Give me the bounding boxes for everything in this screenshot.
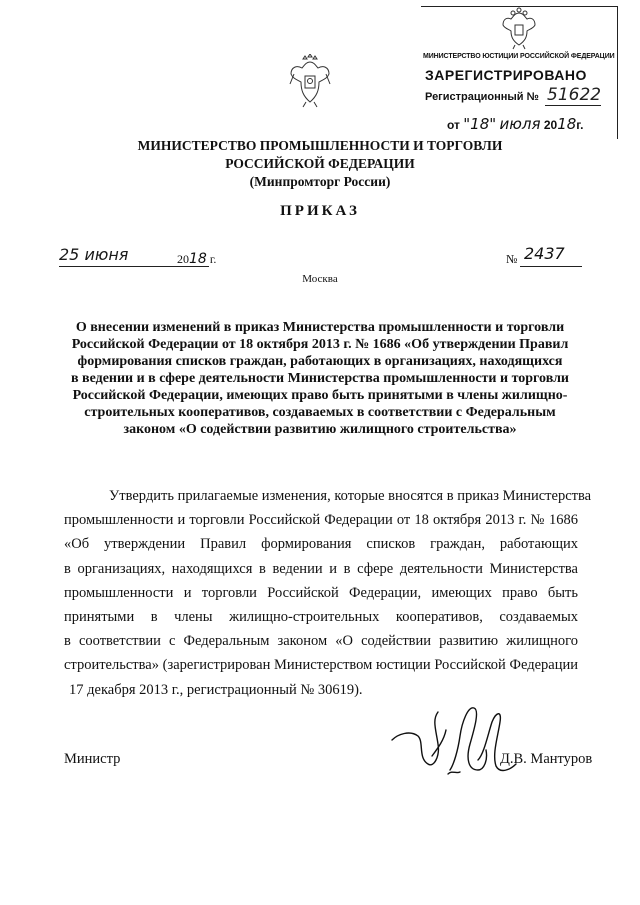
stamp-number-underline bbox=[545, 105, 601, 106]
subject-line: формирования списков граждан, работающих в организациях, находящихся bbox=[77, 354, 563, 369]
city: Москва bbox=[302, 273, 338, 285]
order-date-year-tail: г. bbox=[209, 252, 217, 266]
order-subject bbox=[64, 319, 576, 438]
stamp-date-prefix: от bbox=[447, 118, 460, 132]
stamp-registration-number: 51622 bbox=[547, 85, 602, 105]
subject-line: Российской Федерации от 18 октября 2013 г. № 1686 «Об утверждении Правил bbox=[71, 337, 569, 352]
ministry-name-line1: МИНИСТЕРСТВО ПРОМЫШЛЕННОСТИ И ТОРГОВЛИ bbox=[137, 138, 503, 153]
ministry-short-name: (Минпромторг России) bbox=[249, 174, 391, 189]
body-line: в организациях, находящихся в ведении и в сфере деятельности Министерства bbox=[64, 560, 578, 577]
order-number-sign: № bbox=[506, 252, 518, 266]
order-number bbox=[506, 244, 586, 269]
order-body bbox=[64, 484, 592, 702]
order-date bbox=[59, 247, 221, 269]
stamp-ministry-name: МИНИСТЕРСТВО ЮСТИЦИИ РОССИЙСКОЙ ФЕДЕРАЦИИ bbox=[423, 53, 615, 60]
order-date-handwritten: 25 июня bbox=[59, 245, 129, 264]
subject-line: в ведении и в сфере деятельности Министерства промышленности и торговли bbox=[70, 371, 570, 386]
signatory-name: Д.В. Мантуров bbox=[500, 751, 593, 767]
order-date-underline bbox=[59, 266, 209, 267]
body-line: 17 декабря 2013 г., регистрационный № 30619). bbox=[69, 681, 363, 698]
ministry-name-line2: РОССИЙСКОЙ ФЕДЕРАЦИИ bbox=[225, 156, 415, 171]
subject-line: О внесении изменений в приказ Министерства промышленности и торговли bbox=[75, 320, 565, 335]
ministry-header bbox=[90, 137, 550, 191]
body-line: промышленности и торговли Российской Федерации от 18 октября 2013 г. № 1686 bbox=[64, 512, 578, 529]
stamp-date-year-tail: г. bbox=[576, 118, 584, 132]
registration-stamp bbox=[421, 6, 618, 139]
body-line: в соответствии с Федеральным законом «О содействии развитию жилищного bbox=[64, 633, 578, 650]
order-date-year-prefix: 20 bbox=[177, 252, 189, 266]
subject-line: Российской Федерации, имеющих право быть принятыми в члены жилищно- bbox=[72, 388, 568, 403]
order-number-underline bbox=[520, 266, 582, 267]
body-line: «Об утверждении Правил формирования списков граждан, работающих bbox=[64, 536, 578, 553]
coat-of-arms-icon bbox=[288, 54, 332, 108]
order-title: ПРИКАЗ bbox=[280, 203, 360, 219]
body-line: принятыми в члены жилищно-строительных кооперативов, создаваемых bbox=[64, 609, 578, 626]
stamp-date bbox=[447, 115, 583, 133]
signatory-position: Министр bbox=[64, 751, 121, 767]
eagle-emblem-icon bbox=[499, 7, 539, 51]
stamp-date-month: июля bbox=[499, 115, 541, 133]
stamp-registration-label: Регистрационный № bbox=[425, 91, 539, 103]
stamp-date-year-suffix: 18 bbox=[557, 115, 577, 133]
order-date-year-suffix: 18 bbox=[189, 251, 207, 267]
subject-line: законом «О содействии развитию жилищного строительства» bbox=[123, 422, 517, 437]
body-line: строительства» (зарегистрирован Министерством юстиции Российской Федерации bbox=[64, 657, 578, 674]
order-number-handwritten: 2437 bbox=[524, 244, 565, 263]
order-date-year bbox=[177, 251, 216, 267]
body-line: Утвердить прилагаемые изменения, которые вносятся в приказ Министерства bbox=[109, 488, 592, 504]
handwritten-signature bbox=[388, 700, 518, 778]
stamp-registered-label: ЗАРЕГИСТРИРОВАНО bbox=[425, 67, 587, 83]
stamp-date-year-prefix: 20 bbox=[543, 118, 558, 132]
subject-line: строительных кооперативов, создаваемых в соответствии с Федеральным bbox=[84, 405, 556, 420]
body-line: промышленности и торговли Российской Федерации, имеющих право быть bbox=[64, 584, 578, 601]
stamp-date-day: "18" bbox=[463, 115, 497, 133]
